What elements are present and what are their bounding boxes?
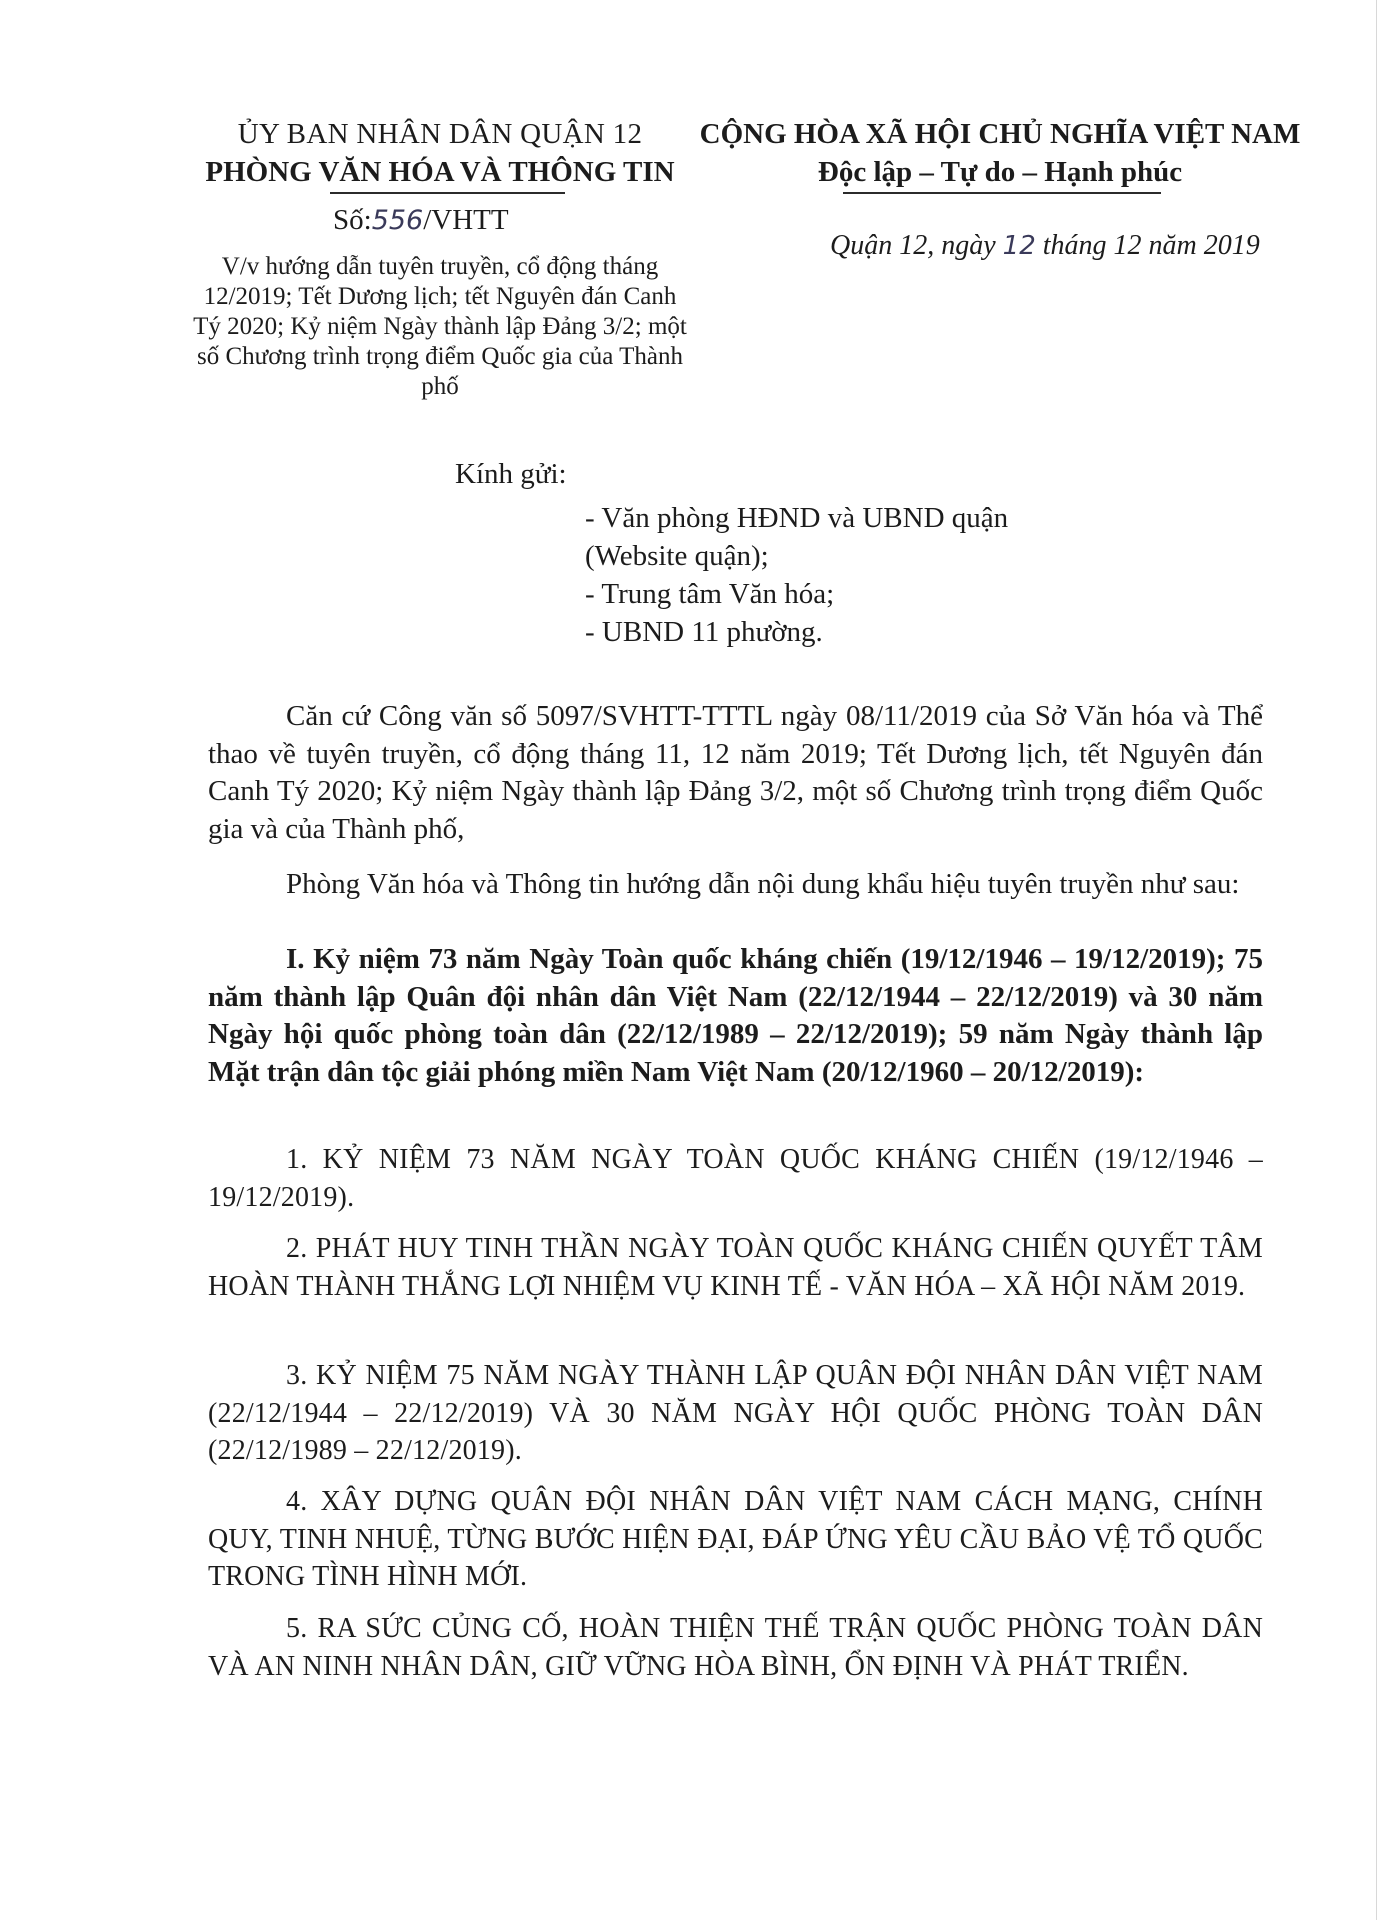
slogan-item: 2. PHÁT HUY TINH THẦN NGÀY TOÀN QUỐC KHÁNG CHIẾN QUYẾT TÂM HOÀN THÀNH THẮNG LỢI NHIỆM VỤ KINH TẾ - VĂN HÓA – XÃ HỘI NĂM 2019. xyxy=(208,1233,1263,1302)
department-underline xyxy=(330,192,565,194)
slogan-item: 3. KỶ NIỆM 75 NĂM NGÀY THÀNH LẬP QUÂN ĐỘI NHÂN DÂN VIỆT NAM (22/12/1944 – 22/12/2019) VÀ 30 NĂM NGÀY HỘI QUỐC PHÒNG TOÀN DÂN (22/12/1989 – 22/12/2019). xyxy=(208,1360,1263,1466)
place-and-date xyxy=(830,230,1260,262)
issuing-department: PHÒNG VĂN HÓA VÀ THÔNG TIN xyxy=(205,156,675,188)
section-heading: I. Kỷ niệm 73 năm Ngày Toàn quốc kháng chiến (19/12/1946 – 19/12/2019); 75 năm thành lập Quân đội nhân dân Việt Nam (22/12/1944 – 22/12/2019) và 30 năm Ngày hội quốc phòng toàn dân (22/12/1989 – 22/12/2019); 59 năm Ngày thành lập Mặt trận dân tộc giải phóng miền Nam Việt Nam (20/12/1960 – 20/12/2019): xyxy=(208,943,1263,1088)
national-title: CỘNG HÒA XÃ HỘI CHỦ NGHĨA VIỆT NAM xyxy=(699,118,1301,150)
document-number-handwritten: 556 xyxy=(371,205,424,236)
recipient-item: - Trung tâm Văn hóa; xyxy=(585,578,835,610)
date-day-handwritten: 12 xyxy=(1002,231,1036,261)
recipient-item: - Văn phòng HĐND và UBND quận xyxy=(585,502,1009,534)
date-suffix: tháng 12 năm 2019 xyxy=(1035,230,1260,261)
scan-edge-line xyxy=(1376,0,1377,1920)
document-number-suffix: /VHTT xyxy=(423,204,509,236)
recipient-item: - UBND 11 phường. xyxy=(585,616,823,648)
document-number-prefix: Số: xyxy=(333,204,372,236)
document-subject: V/v hướng dẫn tuyên truyền, cổ động tháng 12/2019; Tết Dương lịch; tết Nguyên đán Canh Tý 2020; Kỷ niệm Ngày thành lập Đảng 3/2; một số Chương trình trọng điểm Quốc gia của Thành phố xyxy=(193,253,687,400)
document-number xyxy=(333,204,509,237)
recipient-item: (Website quận); xyxy=(585,540,769,572)
recipients-greeting: Kính gửi: xyxy=(455,458,567,490)
date-prefix: Quận 12, ngày xyxy=(830,230,1003,261)
issuing-agency: ỦY BAN NHÂN DÂN QUẬN 12 xyxy=(237,118,643,150)
body-paragraph-legal-basis: Căn cứ Công văn số 5097/SVHTT-TTTL ngày 08/11/2019 của Sở Văn hóa và Thể thao về tuyên truyền, cổ động tháng 11, 12 năm 2019; Tết Dương lịch, tết Nguyên đán Canh Tý 2020; Kỷ niệm Ngày thành lập Đảng 3/2, một số Chương trình trọng điểm Quốc gia và của Thành phố, xyxy=(208,700,1263,845)
slogan-item: 1. KỶ NIỆM 73 NĂM NGÀY TOÀN QUỐC KHÁNG CHIẾN (19/12/1946 – 19/12/2019). xyxy=(208,1144,1263,1213)
slogan-item: 5. RA SỨC CỦNG CỐ, HOÀN THIỆN THẾ TRẬN QUỐC PHÒNG TOÀN DÂN VÀ AN NINH NHÂN DÂN, GIỮ VỮNG HÒA BÌNH, ỔN ĐỊNH VÀ PHÁT TRIỂN. xyxy=(208,1613,1263,1682)
national-motto: Độc lập – Tự do – Hạnh phúc xyxy=(817,156,1183,188)
slogan-item: 4. XÂY DỰNG QUÂN ĐỘI NHÂN DÂN VIỆT NAM CÁCH MẠNG, CHÍNH QUY, TINH NHUỆ, TỪNG BƯỚC HIỆN ĐẠI, ĐÁP ỨNG YÊU CẦU BẢO VỆ TỔ QUỐC TRONG TÌNH HÌNH MỚI. xyxy=(208,1486,1263,1592)
motto-underline xyxy=(843,192,1161,194)
body-paragraph-intro: Phòng Văn hóa và Thông tin hướng dẫn nội dung khẩu hiệu tuyên truyền như sau: xyxy=(286,868,1240,900)
